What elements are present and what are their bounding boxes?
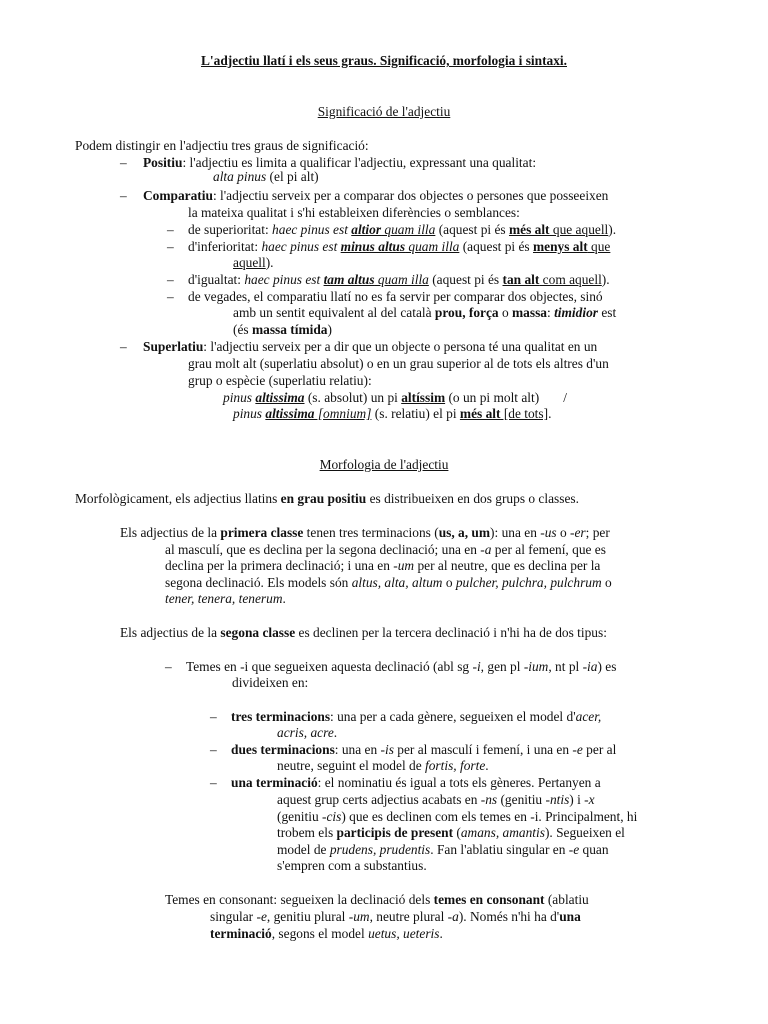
text-line: [231, 774, 601, 791]
text-run: menys alt: [533, 239, 588, 254]
bullet-dash: –: [210, 742, 217, 757]
text-run: de superioritat:: [188, 222, 273, 237]
text-run: de vegades, el comparatiu llatí no es fa servir per comparar dos objectes, sinó: [188, 289, 603, 304]
example-positiu: [213, 168, 319, 185]
text-run: per al neutre, que es declina per la: [414, 558, 601, 573]
text-run: ).: [265, 255, 274, 270]
text-run: temes en consonant: [433, 892, 545, 907]
text-run: tan alt: [502, 272, 540, 287]
text-run: declina per la primera declinació; i una en: [165, 558, 394, 573]
text-run: Els adjectius de la: [120, 625, 221, 640]
text-run: més alt: [459, 406, 501, 421]
una-line3: [277, 808, 637, 825]
text-run: -e: [256, 909, 267, 924]
text-run: prou, força: [434, 305, 499, 320]
text-run: d'inferioritat:: [188, 239, 262, 254]
text-run: -e: [572, 742, 583, 757]
text-run: haec pinus est: [244, 272, 324, 287]
text-run: (s. absolut) un pi: [304, 390, 402, 405]
text-run: participis de present: [336, 825, 454, 840]
text-run: per al masculí i femení, i una en: [393, 742, 573, 757]
term-superlatiu: Superlatiu: [143, 339, 204, 354]
text-run: tenen tres terminacions (: [303, 525, 439, 540]
text-run: (o un pi molt alt): [445, 390, 540, 405]
primera-classe-line3: [165, 557, 600, 574]
text-run: (genitiu: [277, 809, 322, 824]
text-run: altissima: [265, 406, 315, 421]
text-run: quam illa: [381, 222, 436, 237]
text-run: d'igualtat:: [188, 272, 245, 287]
text-run: -ns: [480, 792, 498, 807]
consonant-line2: [210, 908, 581, 925]
text-run: quam illa: [405, 239, 460, 254]
text-run: Temes en consonant: segueixen la declinació dels: [165, 892, 434, 907]
text-run: [de tots]: [500, 406, 549, 421]
text-run: que: [587, 239, 611, 254]
text-run: us, a, um: [438, 525, 491, 540]
text-line: [143, 154, 536, 171]
text-run: ) i: [569, 792, 585, 807]
text-run: o: [556, 525, 571, 540]
primera-classe-line2: [165, 541, 606, 558]
text-run: Els adjectius de la: [120, 525, 221, 540]
text-run: com aquell: [539, 272, 602, 287]
text-run: singular: [210, 909, 257, 924]
bullet-dash: –: [120, 339, 127, 354]
text-run: acer,: [575, 709, 602, 724]
text-run: (: [453, 825, 461, 840]
text-run: tener, tenera, tenerum: [165, 591, 283, 606]
text-run: ).: [608, 222, 617, 237]
consonant-line1: [165, 891, 589, 908]
bullet-dash: –: [120, 155, 127, 170]
section-heading-morfologia: Morfologia de l'adjectiu: [319, 457, 449, 472]
text-run: acris, acre: [277, 725, 334, 740]
text-run: . Fan l'ablatiu singular en: [430, 842, 569, 857]
comparatiu-line2: la mateixa qualitat i s'hi estableixen diferències o semblances:: [188, 205, 520, 220]
text-run: una terminació: [231, 775, 318, 790]
text-run: altíssim: [401, 390, 446, 405]
text-run: .: [548, 406, 552, 421]
text-run: neutre, seguint el model de: [277, 758, 425, 773]
term-comparatiu: Comparatiu: [143, 188, 213, 203]
text-run: o: [442, 575, 456, 590]
text-run: -cis: [322, 809, 342, 824]
text-run: quam illa: [374, 272, 429, 287]
text-run: -us: [540, 525, 557, 540]
bullet-dash: –: [167, 222, 174, 237]
text-run: : l'adjectiu es limita a qualificar l'adjectiu, expressant una qualitat:: [182, 155, 537, 170]
text-line: [231, 708, 601, 725]
primera-classe-line4: [165, 574, 612, 591]
segona-classe: [120, 624, 607, 641]
una-line4: [277, 824, 625, 841]
bullet-dash: –: [120, 188, 127, 203]
text-run: trobem els: [277, 825, 337, 840]
vegades-line2: [233, 304, 616, 321]
text-run: ). Segueixen el: [544, 825, 625, 840]
text-run: prudens, prudentis: [329, 842, 431, 857]
text-run: -ia: [582, 659, 598, 674]
text-run: (aquest pi és: [459, 239, 533, 254]
term-positiu: Positiu: [143, 155, 183, 170]
una-line5: [277, 841, 609, 858]
primera-classe-line5: [165, 590, 286, 607]
text-run: ) que es declinen com els temes en -i. Principalment, hi: [341, 809, 638, 824]
text-run: ; per: [585, 525, 610, 540]
bullet-dash: –: [210, 775, 217, 790]
text-run: ). Només n'hi ha d': [458, 909, 560, 924]
text-run: en grau positiu: [280, 491, 367, 506]
text-run: [omnium]: [314, 406, 372, 421]
superlatiu-example-1: [223, 389, 567, 406]
inferioritat-line2: [233, 254, 274, 271]
text-run: : una en: [334, 742, 381, 757]
text-run: : l'adjectiu serveix per a dir que un objecte o persona té una qualitat en un: [203, 339, 598, 354]
text-run: per al: [582, 742, 617, 757]
text-run: .: [282, 591, 286, 606]
text-run: -um: [393, 558, 415, 573]
text-run: al masculí, que es declina per la segona declinació; una en: [165, 542, 481, 557]
superlatiu-line2: grau molt alt (superlatiu absolut) o en un grau superior al de tots els altres d'un: [188, 356, 609, 371]
text-run: Morfològicament, els adjectius llatins: [75, 491, 281, 506]
text-run: : l'adjectiu serveix per a comparar dos objectes o persones que posseeixen: [212, 188, 609, 203]
text-run: .: [439, 926, 443, 941]
text-run: , gen pl: [480, 659, 524, 674]
text-run: , genitiu plural: [266, 909, 349, 924]
text-run: o: [601, 575, 612, 590]
text-run: (el pi alt): [266, 169, 319, 184]
text-run: segona classe: [220, 625, 296, 640]
text-line: [188, 238, 610, 255]
text-run: -a: [447, 909, 459, 924]
text-run: -i: [472, 659, 481, 674]
text-run: -er: [570, 525, 586, 540]
bullet-dash: –: [165, 659, 172, 674]
text-run: tres terminacions: [231, 709, 331, 724]
text-run: segona declinació. Els models són: [165, 575, 352, 590]
text-run: (s. relatiu) el pi: [371, 406, 460, 421]
bullet-dash: –: [167, 239, 174, 254]
text-run: altus, alta, altum: [351, 575, 443, 590]
text-run: (és: [233, 322, 252, 337]
text-run: altior: [351, 222, 382, 237]
text-run: amb un sentit equivalent al del català: [233, 305, 435, 320]
text-run: pulcher, pulchra, pulchrum: [455, 575, 602, 590]
text-run: -x: [584, 792, 595, 807]
text-run: -um: [348, 909, 370, 924]
text-run: pinus: [223, 390, 256, 405]
text-run: : una per a cada gènere, segueixen el model d': [330, 709, 576, 724]
text-run: aquest grup certs adjectius acabats en: [277, 792, 481, 807]
text-run: aquell: [233, 255, 266, 270]
text-run: minus altus: [340, 239, 406, 254]
text-run: massa: [512, 305, 547, 320]
text-line: [188, 221, 616, 238]
text-run: ): una en: [490, 525, 541, 540]
text-run: -e: [568, 842, 580, 857]
text-run: més alt: [508, 222, 550, 237]
text-line: [143, 338, 597, 355]
text-run: :: [547, 305, 555, 320]
text-run: alta pinus: [213, 169, 267, 184]
dues-line2: [277, 757, 489, 774]
text-line: [231, 741, 616, 758]
text-run: fortis, forte: [425, 758, 486, 773]
section-heading-significacio: Significació de l'adjectiu: [317, 104, 451, 119]
text-run: (aquest pi és: [435, 222, 509, 237]
text-run: haec pinus est: [261, 239, 341, 254]
text-run: ) es: [597, 659, 617, 674]
page-title: L'adjectiu llatí i els seus graus. Significació, morfologia i sintaxi.: [200, 53, 567, 68]
text-run: o: [498, 305, 513, 320]
text-run: ).: [601, 272, 610, 287]
bullet-dash: –: [167, 289, 174, 304]
text-run: model de: [277, 842, 330, 857]
text-run: amans, amantis: [460, 825, 545, 840]
vegades-line3: [233, 321, 332, 338]
text-run: quan: [579, 842, 609, 857]
text-run: (aquest pi és: [428, 272, 503, 287]
text-run: uetus, ueteris: [368, 926, 440, 941]
text-run: es declinen per la tercera declinació i n'hi ha de dos tipus:: [295, 625, 607, 640]
text-run: .: [485, 758, 489, 773]
text-run: : el nominatiu és igual a tots els gèneres. Pertanyen a: [317, 775, 601, 790]
text-run: es distribueixen en dos grups o classes.: [366, 491, 579, 506]
text-run: pinus: [233, 406, 266, 421]
text-run: -a: [480, 542, 492, 557]
consonant-line3: [210, 925, 443, 942]
text-line: [143, 187, 608, 204]
superlatiu-line3: grup o espècie (superlatiu relatiu):: [188, 373, 372, 388]
text-run: timidior: [554, 305, 598, 320]
text-run: massa tímida: [251, 322, 328, 337]
morfologia-intro: [75, 490, 579, 507]
text-run: est: [597, 305, 617, 320]
bullet-dash: –: [210, 709, 217, 724]
text-run: .: [333, 725, 338, 740]
text-run: terminació: [210, 926, 272, 941]
text-run: Temes en -i que segueixen aquesta declinació (abl sg: [186, 659, 473, 674]
text-line: [186, 658, 616, 675]
text-run: per al femení, que es: [491, 542, 606, 557]
text-run: haec pinus est: [272, 222, 352, 237]
text-line: [188, 271, 610, 288]
text-run: (ablatiu: [544, 892, 589, 907]
text-run: altissima: [255, 390, 305, 405]
primera-classe-line1: [120, 524, 610, 541]
text-run: ): [327, 322, 332, 337]
text-run: una: [559, 909, 581, 924]
tres-line2: [277, 724, 337, 741]
text-run: , nt pl: [548, 659, 583, 674]
text-run: -ntis: [545, 792, 570, 807]
bullet-dash: –: [167, 272, 174, 287]
text-run: (genitiu: [497, 792, 546, 807]
text-run: dues terminacions: [231, 742, 335, 757]
una-line2: [277, 791, 595, 808]
superlatiu-example-2: [233, 405, 551, 422]
text-run: /: [563, 390, 567, 405]
text-run: -is: [380, 742, 394, 757]
text-run: tam altus: [323, 272, 375, 287]
temes-i-line2: divideixen en:: [232, 675, 309, 690]
text-run: , segons el model: [271, 926, 369, 941]
text-run: que aquell: [549, 222, 609, 237]
intro-paragraph: Podem distingir en l'adjectiu tres graus de significació:: [75, 138, 369, 153]
text-run: -ium: [523, 659, 549, 674]
text-run: , neutre plural: [369, 909, 448, 924]
text-run: primera classe: [220, 525, 304, 540]
una-line6: s'empren com a substantius.: [277, 858, 427, 873]
